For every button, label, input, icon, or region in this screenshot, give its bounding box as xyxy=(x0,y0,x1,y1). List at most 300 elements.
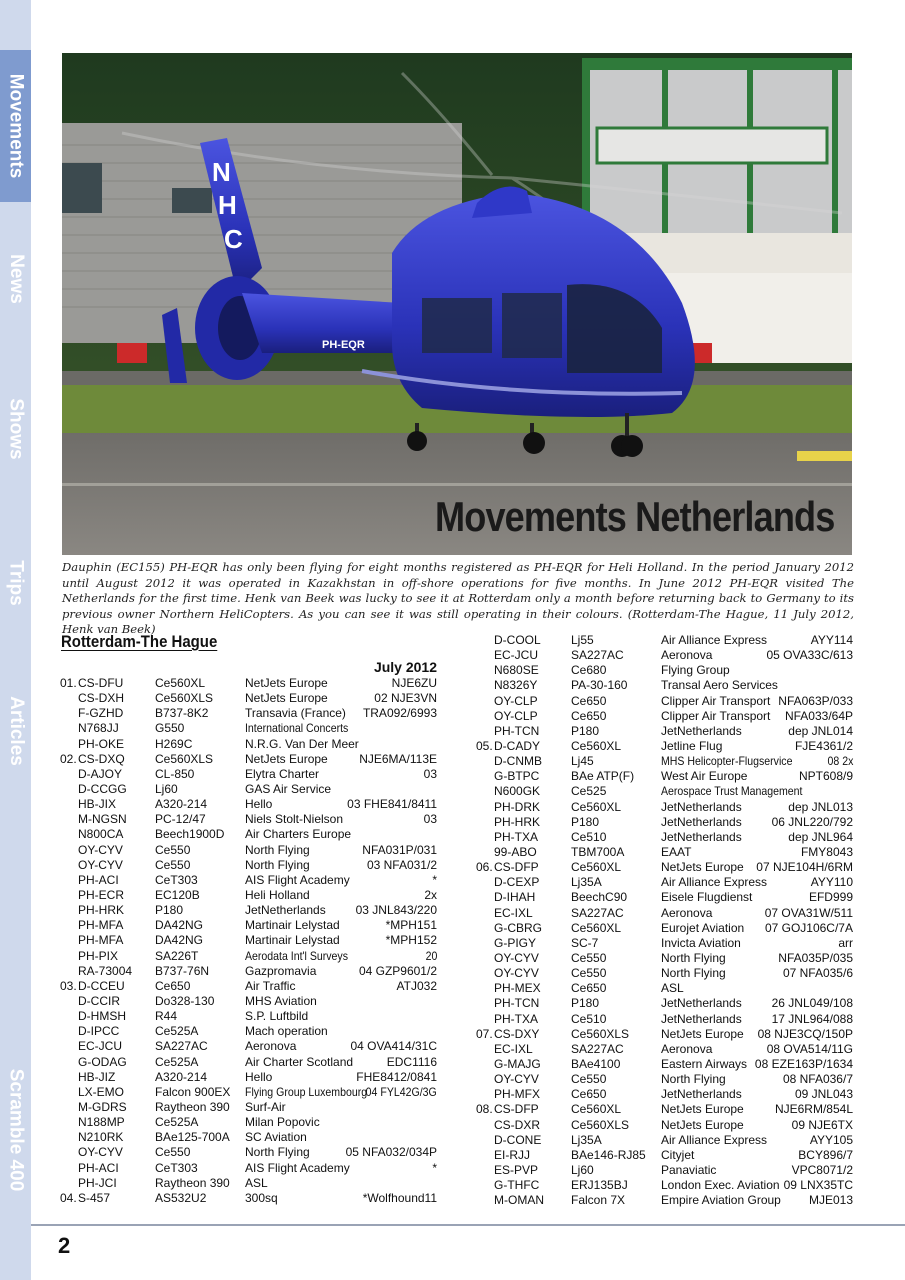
callsign-remark: 2x xyxy=(424,887,437,902)
registration: G-CBRG xyxy=(494,920,542,935)
tab-shows[interactable]: Shows xyxy=(5,398,27,460)
aircraft-type: CeT303 xyxy=(155,872,198,887)
callsign-remark: 08 2x xyxy=(827,754,853,769)
operator: JetNetherlands xyxy=(661,814,742,829)
callsign-remark: 09 LNX35TC xyxy=(783,1178,853,1193)
registration: PH-MEX xyxy=(494,981,541,996)
tab-movements[interactable]: Movements xyxy=(0,50,31,202)
operator: Transavia (France) xyxy=(245,706,346,721)
aircraft-type: G550 xyxy=(155,721,185,736)
registration: PH-ACI xyxy=(78,1160,119,1175)
fuselage-registration: PH-EQR xyxy=(322,339,365,351)
section-sidebar xyxy=(0,0,31,1280)
tab-articles[interactable]: Articles xyxy=(5,696,27,766)
operator: JetNetherlands xyxy=(245,903,326,918)
aircraft-type: Ce650 xyxy=(571,1087,607,1102)
callsign-remark: 08 EZE163P/1634 xyxy=(754,1056,853,1071)
operator: Martinair Lelystad xyxy=(245,933,340,948)
aircraft-type: Lj35A xyxy=(571,1132,602,1147)
registration: PH-MFA xyxy=(78,918,124,933)
operator: 300sq xyxy=(245,1190,278,1205)
operator: JetNetherlands xyxy=(661,829,742,844)
operator: JetNetherlands xyxy=(661,1011,742,1026)
callsign-remark: FHE8412/0841 xyxy=(356,1069,437,1084)
registration: HB-JIX xyxy=(78,797,117,812)
page-number: 2 xyxy=(58,1233,71,1258)
operator: N.R.G. Van Der Meer xyxy=(245,736,359,751)
aircraft-type: BAe146-RJ85 xyxy=(571,1147,646,1162)
callsign-remark: dep JNL964 xyxy=(788,829,853,844)
registration: OY-CYV xyxy=(78,857,123,872)
aircraft-type: Ce560XL xyxy=(571,860,622,875)
aircraft-type: Ce550 xyxy=(155,857,191,872)
operator: Mach operation xyxy=(245,1024,328,1039)
aircraft-type: Ce560XL xyxy=(571,1102,622,1117)
registration: M-NGSN xyxy=(78,812,127,827)
aircraft-type: DA42NG xyxy=(155,933,204,948)
registration: S-457 xyxy=(78,1190,111,1205)
registration: EC-JCU xyxy=(494,648,538,663)
operator: Flying Group Luxembourg xyxy=(245,1084,368,1099)
operator: NetJets Europe xyxy=(245,751,328,766)
aircraft-type: Ce525A xyxy=(155,1024,199,1039)
aircraft-type: SA227AC xyxy=(571,648,624,663)
aircraft-type: EC120B xyxy=(155,887,200,902)
day-prefix: 06. xyxy=(476,860,493,875)
callsign-remark: NJE6MA/113E xyxy=(359,751,437,766)
aircraft-type: Ce560XL xyxy=(571,920,622,935)
aircraft-type: PA-30-160 xyxy=(571,678,628,693)
callsign-remark: * xyxy=(432,1160,437,1175)
day-prefix: 05. xyxy=(476,738,493,753)
aircraft-type: B737-76N xyxy=(155,963,210,978)
operator: NetJets Europe xyxy=(661,1026,744,1041)
aircraft-type: Ce680 xyxy=(571,663,607,678)
callsign-remark: 20 xyxy=(425,948,437,963)
operator: North Flying xyxy=(661,1072,726,1087)
registration: M-GDRS xyxy=(78,1099,127,1114)
callsign-remark: 04 OVA414/31C xyxy=(350,1039,437,1054)
registration: OY-CYV xyxy=(78,842,123,857)
callsign-remark: ATJ032 xyxy=(396,978,437,993)
aircraft-type: P180 xyxy=(571,723,600,738)
callsign-remark: arr xyxy=(838,935,853,950)
registration: PH-HRK xyxy=(78,903,125,918)
day-prefix: 04. xyxy=(60,1190,77,1205)
operator: GAS Air Service xyxy=(245,781,332,796)
callsign-remark: 03 JNL843/220 xyxy=(355,903,437,918)
callsign-remark: AYY114 xyxy=(810,633,853,647)
registration: PH-ECR xyxy=(78,887,125,902)
registration: EI-RJJ xyxy=(494,1147,530,1162)
aircraft-type: CeT303 xyxy=(155,1160,198,1175)
registration: D-IPCC xyxy=(78,1024,120,1039)
registration: PH-PIX xyxy=(78,948,119,963)
callsign-remark: NJE6RM/854L xyxy=(774,1102,853,1117)
callsign-remark: dep JNL013 xyxy=(788,799,853,814)
registration: D-CADY xyxy=(494,738,541,753)
registration: PH-ACI xyxy=(78,872,119,887)
registration: OY-CYV xyxy=(494,950,539,965)
registration: G-MAJG xyxy=(494,1056,541,1071)
aircraft-type: AS532U2 xyxy=(155,1190,207,1205)
aircraft-type: Ce650 xyxy=(155,978,191,993)
aircraft-type: TBM700A xyxy=(571,844,625,859)
tab-news[interactable]: News xyxy=(5,254,27,304)
aircraft-type: Lj45 xyxy=(571,754,594,769)
callsign-remark: NFA031P/031 xyxy=(362,842,437,857)
registration: EC-IXL xyxy=(494,1041,533,1056)
aircraft-type: Ce525A xyxy=(155,1054,199,1069)
registration: F-GZHD xyxy=(78,706,124,721)
aircraft-type: Ce650 xyxy=(571,693,607,708)
aircraft-type: Lj60 xyxy=(155,781,178,796)
callsign-remark: 05 OVA33C/613 xyxy=(766,648,853,663)
registration: PH-TXA xyxy=(494,1011,539,1026)
registration: N188MP xyxy=(78,1115,125,1130)
operator: Invicta Aviation xyxy=(661,935,741,950)
operator: Clipper Air Transport xyxy=(661,708,771,723)
callsign-remark: 08 OVA514/11G xyxy=(766,1041,853,1056)
operator: Cityjet xyxy=(661,1147,695,1162)
registration: OY-CYV xyxy=(494,1072,539,1087)
operator: North Flying xyxy=(661,950,726,965)
operator: JetNetherlands xyxy=(661,1087,742,1102)
operator: Transal Aero Services xyxy=(661,678,778,693)
registration: 99-ABO xyxy=(494,844,537,859)
callsign-remark: 07 OVA31W/511 xyxy=(764,905,853,920)
operator: Air Charters Europe xyxy=(245,827,352,842)
registration: OY-CLP xyxy=(494,693,538,708)
tail-letter-n: N xyxy=(212,157,231,187)
operator: West Air Europe xyxy=(661,769,748,784)
aircraft-type: Lj35A xyxy=(571,875,602,890)
operator: Eisele Flugdienst xyxy=(661,890,753,905)
operator: Surf-Air xyxy=(245,1099,286,1114)
tab-trips[interactable]: Trips xyxy=(5,560,27,606)
operator: JetNetherlands xyxy=(661,723,742,738)
registration: G-PIGY xyxy=(494,935,537,950)
operator: SC Aviation xyxy=(245,1130,307,1145)
aircraft-type: Do328-130 xyxy=(155,993,215,1008)
aircraft-type: Ce550 xyxy=(571,966,607,981)
operator: North Flying xyxy=(245,842,310,857)
callsign-remark: NPT608/9 xyxy=(798,769,853,784)
operator: International Concerts xyxy=(245,721,349,736)
operator: AIS Flight Academy xyxy=(245,1160,350,1175)
registration: OY-CLP xyxy=(494,708,538,723)
callsign-remark: AYY105 xyxy=(809,1132,853,1147)
registration: D-CONE xyxy=(494,1132,542,1147)
registration: M-OMAN xyxy=(494,1193,544,1208)
registration: PH-OKE xyxy=(78,736,125,751)
tail-letter-h: H xyxy=(218,190,237,220)
registration: G-BTPC xyxy=(494,769,540,784)
aircraft-type: Ce560XLS xyxy=(155,691,214,706)
operator: Panaviatic xyxy=(661,1162,717,1177)
registration: G-THFC xyxy=(494,1178,540,1193)
aircraft-type: BAe4100 xyxy=(571,1056,621,1071)
callsign-remark: VPC8071/2 xyxy=(791,1162,853,1177)
operator: Niels Stolt-Nielson xyxy=(245,812,344,827)
callsign-remark: *MPH151 xyxy=(385,918,437,933)
registration: EC-IXL xyxy=(494,905,533,920)
aircraft-type: CL-850 xyxy=(155,766,195,781)
callsign-remark: 07 NFA035/6 xyxy=(782,966,853,981)
aircraft-type: SA227AC xyxy=(571,905,624,920)
operator: MHS Helicopter-Flugservice xyxy=(661,754,793,769)
operator: MHS Aviation xyxy=(245,993,317,1008)
registration: PH-DRK xyxy=(494,799,541,814)
aircraft-type: Ce560XL xyxy=(571,799,622,814)
aircraft-type: SA226T xyxy=(155,948,199,963)
operator: Heli Holland xyxy=(245,887,310,902)
callsign-remark: 03 xyxy=(423,812,437,827)
aircraft-type: Ce550 xyxy=(155,1145,191,1160)
aircraft-type: Ce560XL xyxy=(571,738,622,753)
registration: G-ODAG xyxy=(78,1054,127,1069)
registration: PH-TCN xyxy=(494,723,540,738)
callsign-remark: MJE013 xyxy=(808,1193,853,1208)
operator: ASL xyxy=(661,981,684,996)
registration: CS-DFP xyxy=(494,1102,539,1117)
day-prefix: 02. xyxy=(60,751,77,766)
aircraft-type: B737-8K2 xyxy=(155,706,209,721)
operator: Aerospace Trust Management xyxy=(661,784,803,799)
callsign-remark: 03 FHE841/8411 xyxy=(347,797,437,812)
registration: PH-MFX xyxy=(494,1087,540,1102)
operator: S.P. Luftbild xyxy=(245,1009,309,1024)
callsign-remark: FJE4361/2 xyxy=(794,738,853,753)
callsign-remark: 07 NJE104H/6RM xyxy=(756,860,853,875)
aircraft-type: P180 xyxy=(571,996,600,1011)
aircraft-type: BeechC90 xyxy=(571,890,628,905)
operator: NetJets Europe xyxy=(661,1117,744,1132)
aircraft-type: Ce560XLS xyxy=(571,1026,630,1041)
callsign-remark: 08 NFA036/7 xyxy=(782,1072,853,1087)
callsign-remark: 03 NFA031/2 xyxy=(366,857,437,872)
callsign-remark: 09 JNL043 xyxy=(794,1087,853,1102)
aircraft-type: SA227AC xyxy=(155,1039,208,1054)
aircraft-type: P180 xyxy=(155,903,184,918)
registration: LX-EMO xyxy=(78,1084,125,1099)
callsign-remark: FMY8043 xyxy=(800,844,853,859)
aircraft-type: Ce560XLS xyxy=(155,751,214,766)
aircraft-type: Falcon 7X xyxy=(571,1193,626,1208)
aircraft-type: SA227AC xyxy=(571,1041,624,1056)
operator: Air Charter Scotland xyxy=(245,1054,354,1069)
aircraft-type: Raytheon 390 xyxy=(155,1175,230,1190)
registration: PH-HRK xyxy=(494,814,541,829)
operator: NetJets Europe xyxy=(245,691,328,706)
callsign-remark: NFA033/64P xyxy=(784,708,853,723)
operator: Milan Popovic xyxy=(245,1115,320,1130)
registration: CS-DXH xyxy=(78,691,125,706)
aircraft-type: Beech1900D xyxy=(155,827,225,842)
aircraft-type: SC-7 xyxy=(571,935,599,950)
registration: RA-73004 xyxy=(78,963,133,978)
callsign-remark: 04 GZP9601/2 xyxy=(358,963,437,978)
aircraft-type: Lj55 xyxy=(571,633,594,647)
registration: CS-DXR xyxy=(494,1117,541,1132)
callsign-remark: EDC1116 xyxy=(386,1054,437,1069)
callsign-remark: 09 NJE6TX xyxy=(791,1117,853,1132)
operator: Air Traffic xyxy=(245,978,296,993)
month-heading: July 2012 xyxy=(373,659,437,675)
operator: Elytra Charter xyxy=(245,766,320,781)
tail-letter-c: C xyxy=(224,224,243,254)
operator: ASL xyxy=(245,1175,268,1190)
aircraft-type: Ce650 xyxy=(571,708,607,723)
aircraft-type: BAe125-700A xyxy=(155,1130,230,1145)
registration: N768JJ xyxy=(78,721,119,736)
day-prefix: 01. xyxy=(60,676,77,690)
hero-photo xyxy=(62,53,852,555)
registration: OY-CYV xyxy=(494,966,539,981)
operator: Air Alliance Express xyxy=(661,633,768,647)
photo-caption: Dauphin (EC155) PH-EQR has only been flying for eight months registered as PH-EQR for Heli Holland. In the period January 2012 until August 2012 it was operated in Kazakhstan in off-shore operations for five months. In June 2012 PH-EQR visited The Netherlands for the first time. Henk van Beek was lucky to see it at Rotterdam only a month before returning back to Germany to its previous owner Northern HeliCopters. As you can see it was still operating in their colours. (Rotterdam-The Hague, 11 July 2012, Henk van Beek) xyxy=(62,560,854,636)
helicopter-photo xyxy=(62,53,852,555)
day-prefix: 07. xyxy=(476,1026,493,1041)
callsign-remark: * xyxy=(432,872,437,887)
registration: EC-JCU xyxy=(78,1039,122,1054)
callsign-remark: 07 GOJ106C/7A xyxy=(764,920,853,935)
callsign-remark: EFD999 xyxy=(808,890,853,905)
operator: NetJets Europe xyxy=(661,860,744,875)
aircraft-type: R44 xyxy=(155,1009,178,1024)
callsign-remark: AYY110 xyxy=(810,875,853,890)
registration: N600GK xyxy=(494,784,541,799)
callsign-remark: 02 NJE3VN xyxy=(374,691,437,706)
registration: CS-DXQ xyxy=(78,751,125,766)
registration: OY-CYV xyxy=(78,1145,123,1160)
operator: AIS Flight Academy xyxy=(245,872,350,887)
callsign-remark: 17 JNL964/088 xyxy=(771,1011,853,1026)
callsign-remark: *MPH152 xyxy=(385,933,437,948)
aircraft-type: Ce525A xyxy=(155,1115,199,1130)
headline: Movements Netherlands xyxy=(434,493,834,540)
operator: North Flying xyxy=(245,1145,310,1160)
registration: N680SE xyxy=(494,663,539,678)
aircraft-type: Ce550 xyxy=(571,1072,607,1087)
aircraft-type: Falcon 900EX xyxy=(155,1084,231,1099)
aircraft-type: PC-12/47 xyxy=(155,812,206,827)
operator: NetJets Europe xyxy=(661,1102,744,1117)
aircraft-type: Ce560XLS xyxy=(571,1117,630,1132)
registration: N800CA xyxy=(78,827,124,842)
operator: Eastern Airways xyxy=(661,1056,748,1071)
operator: Jetline Flug xyxy=(661,738,723,753)
registration: D-IHAH xyxy=(494,890,536,905)
registration: CS-DFU xyxy=(78,676,124,690)
operator: Air Alliance Express xyxy=(661,875,768,890)
registration: PH-MFA xyxy=(78,933,124,948)
operator: Gazpromavia xyxy=(245,963,317,978)
day-prefix: 03. xyxy=(60,978,77,993)
callsign-remark: NFA035P/035 xyxy=(778,950,853,965)
operator: Flying Group xyxy=(661,663,730,678)
aircraft-type: P180 xyxy=(571,814,600,829)
callsign-remark: NFA063P/033 xyxy=(778,693,853,708)
registration: D-CCGG xyxy=(78,781,127,796)
operator: Martinair Lelystad xyxy=(245,918,340,933)
operator: Hello xyxy=(245,797,273,812)
operator: Hello xyxy=(245,1069,273,1084)
operator: North Flying xyxy=(245,857,310,872)
callsign-remark: 26 JNL049/108 xyxy=(771,996,853,1011)
registration: HB-JIZ xyxy=(78,1069,116,1084)
operator: JetNetherlands xyxy=(661,799,742,814)
registration: D-AJOY xyxy=(78,766,123,781)
registration: PH-TXA xyxy=(494,829,539,844)
operator: Aeronova xyxy=(661,905,713,920)
registration: D-CCEU xyxy=(78,978,125,993)
callsign-remark: 05 NFA032/034P xyxy=(345,1145,437,1160)
operator: NetJets Europe xyxy=(245,676,328,690)
section-title: Rotterdam-The Hague xyxy=(61,632,218,651)
operator: Clipper Air Transport xyxy=(661,693,771,708)
tab-scramble-400[interactable]: Scramble 400 xyxy=(5,1068,27,1192)
callsign-remark: 03 xyxy=(423,766,437,781)
registration: D-HMSH xyxy=(78,1009,126,1024)
operator: Empire Aviation Group xyxy=(661,1193,781,1208)
registration: N210RK xyxy=(78,1130,124,1145)
callsign-remark: NJE6ZU xyxy=(391,676,437,690)
day-prefix: 08. xyxy=(476,1102,493,1117)
callsign-remark: dep JNL014 xyxy=(788,723,853,738)
operator: Aeronova xyxy=(245,1039,297,1054)
operator: EAAT xyxy=(661,844,692,859)
aircraft-type: Ce525 xyxy=(571,784,607,799)
aircraft-type: DA42NG xyxy=(155,918,204,933)
registration: D-CCIR xyxy=(78,993,120,1008)
aircraft-type: A320-214 xyxy=(155,1069,208,1084)
callsign-remark: 04 FYL42G/3G xyxy=(365,1084,437,1099)
operator: Aerodata Int'l Surveys xyxy=(245,948,348,963)
callsign-remark: 08 NJE3CQ/150P xyxy=(757,1026,853,1041)
registration: D-CEXP xyxy=(494,875,540,890)
aircraft-type: Ce510 xyxy=(571,829,607,844)
registration: CS-DFP xyxy=(494,860,539,875)
operator: Eurojet Aviation xyxy=(661,920,745,935)
aircraft-type: Lj60 xyxy=(571,1162,594,1177)
footer-divider xyxy=(31,1224,905,1226)
callsign-remark: 06 JNL220/792 xyxy=(771,814,853,829)
aircraft-type: BAe ATP(F) xyxy=(571,769,635,784)
aircraft-type: Ce560XL xyxy=(155,676,206,690)
callsign-remark: *Wolfhound11 xyxy=(362,1190,437,1205)
registration: D-COOL xyxy=(494,633,541,647)
aircraft-type: Ce650 xyxy=(571,981,607,996)
operator: Air Alliance Express xyxy=(661,1132,768,1147)
operator: Aeronova xyxy=(661,648,713,663)
registration: PH-JCI xyxy=(78,1175,117,1190)
operator: JetNetherlands xyxy=(661,996,742,1011)
aircraft-type: ERJ135BJ xyxy=(571,1178,628,1193)
callsign-remark: BCY896/7 xyxy=(798,1147,853,1162)
aircraft-type: Ce550 xyxy=(155,842,191,857)
operator: North Flying xyxy=(661,966,726,981)
registration: CS-DXY xyxy=(494,1026,540,1041)
callsign-remark: TRA092/6993 xyxy=(362,706,437,721)
aircraft-type: Ce510 xyxy=(571,1011,607,1026)
operator: Aeronova xyxy=(661,1041,713,1056)
operator: London Exec. Aviation xyxy=(661,1178,780,1193)
registration: PH-TCN xyxy=(494,996,540,1011)
registration: ES-PVP xyxy=(494,1162,539,1177)
aircraft-type: A320-214 xyxy=(155,797,208,812)
registration: D-CNMB xyxy=(494,754,542,769)
